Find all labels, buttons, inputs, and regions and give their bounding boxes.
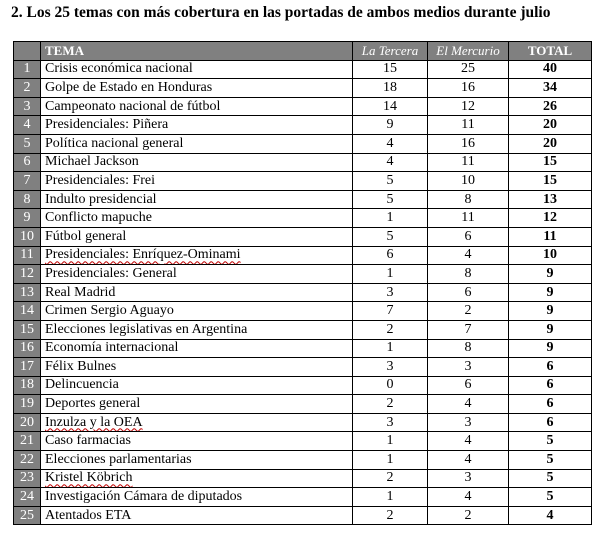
row-el-mercurio: 4 [428,451,509,470]
row-el-mercurio: 25 [428,60,509,79]
row-number: 21 [14,432,41,451]
table-row [14,488,592,507]
row-total: 20 [509,134,592,153]
row-la-tercera: 5 [353,190,428,209]
row-la-tercera: 15 [353,60,428,79]
row-tema: Elecciones parlamentarias [41,451,353,470]
row-number: 8 [14,190,41,209]
row-tema: Delincuencia [41,376,353,395]
row-la-tercera: 1 [353,451,428,470]
row-number: 20 [14,413,41,432]
row-total: 15 [509,172,592,191]
row-total: 6 [509,413,592,432]
table-row [14,283,592,302]
table-row [14,79,592,98]
row-total: 6 [509,395,592,414]
row-el-mercurio: 16 [428,134,509,153]
row-total: 20 [509,116,592,135]
row-el-mercurio: 6 [428,227,509,246]
row-number: 10 [14,227,41,246]
table-row [14,413,592,432]
row-la-tercera: 2 [353,395,428,414]
row-la-tercera: 5 [353,227,428,246]
table-row [14,451,592,470]
row-total: 12 [509,209,592,228]
row-number: 22 [14,451,41,470]
table-row [14,506,592,525]
row-el-mercurio: 11 [428,153,509,172]
row-total: 13 [509,190,592,209]
table-row [14,190,592,209]
row-total: 9 [509,320,592,339]
row-number: 3 [14,97,41,116]
row-number: 11 [14,246,41,265]
row-la-tercera: 5 [353,172,428,191]
table-row [14,134,592,153]
row-total: 6 [509,358,592,377]
table-row [14,432,592,451]
row-el-mercurio: 8 [428,265,509,284]
row-la-tercera: 2 [353,506,428,525]
row-la-tercera: 4 [353,153,428,172]
row-total: 9 [509,339,592,358]
row-tema: Golpe de Estado en Honduras [41,79,353,98]
row-el-mercurio: 4 [428,246,509,265]
row-tema: Presidenciales: General [41,265,353,284]
table-row [14,302,592,321]
table-row [14,376,592,395]
row-el-mercurio: 3 [428,358,509,377]
coverage-table [13,41,592,525]
row-la-tercera: 1 [353,209,428,228]
row-tema: Inzulza y la OEA [41,413,353,432]
row-la-tercera: 1 [353,339,428,358]
row-tema: Kristel Köbrich [41,469,353,488]
row-number: 13 [14,283,41,302]
row-number: 15 [14,320,41,339]
row-la-tercera: 9 [353,116,428,135]
row-number: 2 [14,79,41,98]
row-number: 18 [14,376,41,395]
table-row [14,265,592,284]
row-total: 26 [509,97,592,116]
table-row [14,395,592,414]
row-la-tercera: 2 [353,320,428,339]
row-la-tercera: 1 [353,265,428,284]
row-tema: Indulto presidencial [41,190,353,209]
row-number: 16 [14,339,41,358]
table-body [14,60,592,525]
row-tema: Atentados ETA [41,506,353,525]
row-la-tercera: 1 [353,432,428,451]
row-total: 5 [509,488,592,507]
row-number: 5 [14,134,41,153]
row-total: 40 [509,60,592,79]
row-tema: Presidenciales: Enríquez-Ominami [41,246,353,265]
row-tema: Campeonato nacional de fútbol [41,97,353,116]
row-tema: Real Madrid [41,283,353,302]
table-row [14,227,592,246]
row-la-tercera: 0 [353,376,428,395]
row-tema: Deportes general [41,395,353,414]
header-la-tercera: La Tercera [353,42,428,61]
row-total: 9 [509,302,592,321]
row-el-mercurio: 4 [428,488,509,507]
row-number: 17 [14,358,41,377]
row-tema: Elecciones legislativas en Argentina [41,320,353,339]
row-tema: Crisis económica nacional [41,60,353,79]
row-la-tercera: 14 [353,97,428,116]
header-tema: TEMA [41,42,353,61]
row-la-tercera: 18 [353,79,428,98]
row-tema: Economía internacional [41,339,353,358]
table-row [14,358,592,377]
row-total: 9 [509,283,592,302]
row-la-tercera: 7 [353,302,428,321]
row-tema: Investigación Cámara de diputados [41,488,353,507]
row-tema: Política nacional general [41,134,353,153]
row-number: 4 [14,116,41,135]
row-el-mercurio: 3 [428,413,509,432]
row-number: 24 [14,488,41,507]
row-number: 1 [14,60,41,79]
row-el-mercurio: 6 [428,283,509,302]
row-total: 4 [509,506,592,525]
row-number: 25 [14,506,41,525]
row-total: 15 [509,153,592,172]
row-la-tercera: 3 [353,358,428,377]
row-tema: Crimen Sergio Aguayo [41,302,353,321]
row-number: 7 [14,172,41,191]
header-total: TOTAL [509,42,592,61]
row-el-mercurio: 4 [428,395,509,414]
row-number: 12 [14,265,41,284]
row-la-tercera: 3 [353,413,428,432]
row-el-mercurio: 7 [428,320,509,339]
row-tema: Caso farmacias [41,432,353,451]
row-total: 6 [509,376,592,395]
table-row [14,116,592,135]
row-el-mercurio: 11 [428,209,509,228]
table-row [14,339,592,358]
row-la-tercera: 3 [353,283,428,302]
row-total: 9 [509,265,592,284]
row-el-mercurio: 8 [428,190,509,209]
table-row [14,246,592,265]
table-row [14,97,592,116]
table-row [14,320,592,339]
row-tema: Presidenciales: Piñera [41,116,353,135]
row-el-mercurio: 2 [428,506,509,525]
row-la-tercera: 6 [353,246,428,265]
row-el-mercurio: 16 [428,79,509,98]
row-tema: Conflicto mapuche [41,209,353,228]
row-el-mercurio: 10 [428,172,509,191]
row-el-mercurio: 4 [428,432,509,451]
row-el-mercurio: 6 [428,376,509,395]
row-total: 5 [509,451,592,470]
row-tema: Fútbol general [41,227,353,246]
row-total: 10 [509,246,592,265]
row-total: 11 [509,227,592,246]
row-el-mercurio: 3 [428,469,509,488]
row-el-mercurio: 11 [428,116,509,135]
row-el-mercurio: 12 [428,97,509,116]
row-number: 19 [14,395,41,414]
row-total: 5 [509,432,592,451]
table-row [14,172,592,191]
row-number: 14 [14,302,41,321]
row-tema: Presidenciales: Frei [41,172,353,191]
row-number: 23 [14,469,41,488]
row-tema: Félix Bulnes [41,358,353,377]
row-el-mercurio: 8 [428,339,509,358]
row-total: 34 [509,79,592,98]
table-row [14,60,592,79]
header-el-mercurio: El Mercurio [428,42,509,61]
row-number: 6 [14,153,41,172]
row-la-tercera: 4 [353,134,428,153]
row-number: 9 [14,209,41,228]
table-row [14,469,592,488]
table-row [14,153,592,172]
header-number [14,42,41,61]
table-header-row [14,42,592,61]
row-la-tercera: 1 [353,488,428,507]
document-title: 2. Los 25 temas con más cobertura en las portadas de ambos medios durante julio [11,4,551,21]
table-row [14,209,592,228]
row-la-tercera: 2 [353,469,428,488]
row-el-mercurio: 2 [428,302,509,321]
row-tema: Michael Jackson [41,153,353,172]
row-total: 5 [509,469,592,488]
